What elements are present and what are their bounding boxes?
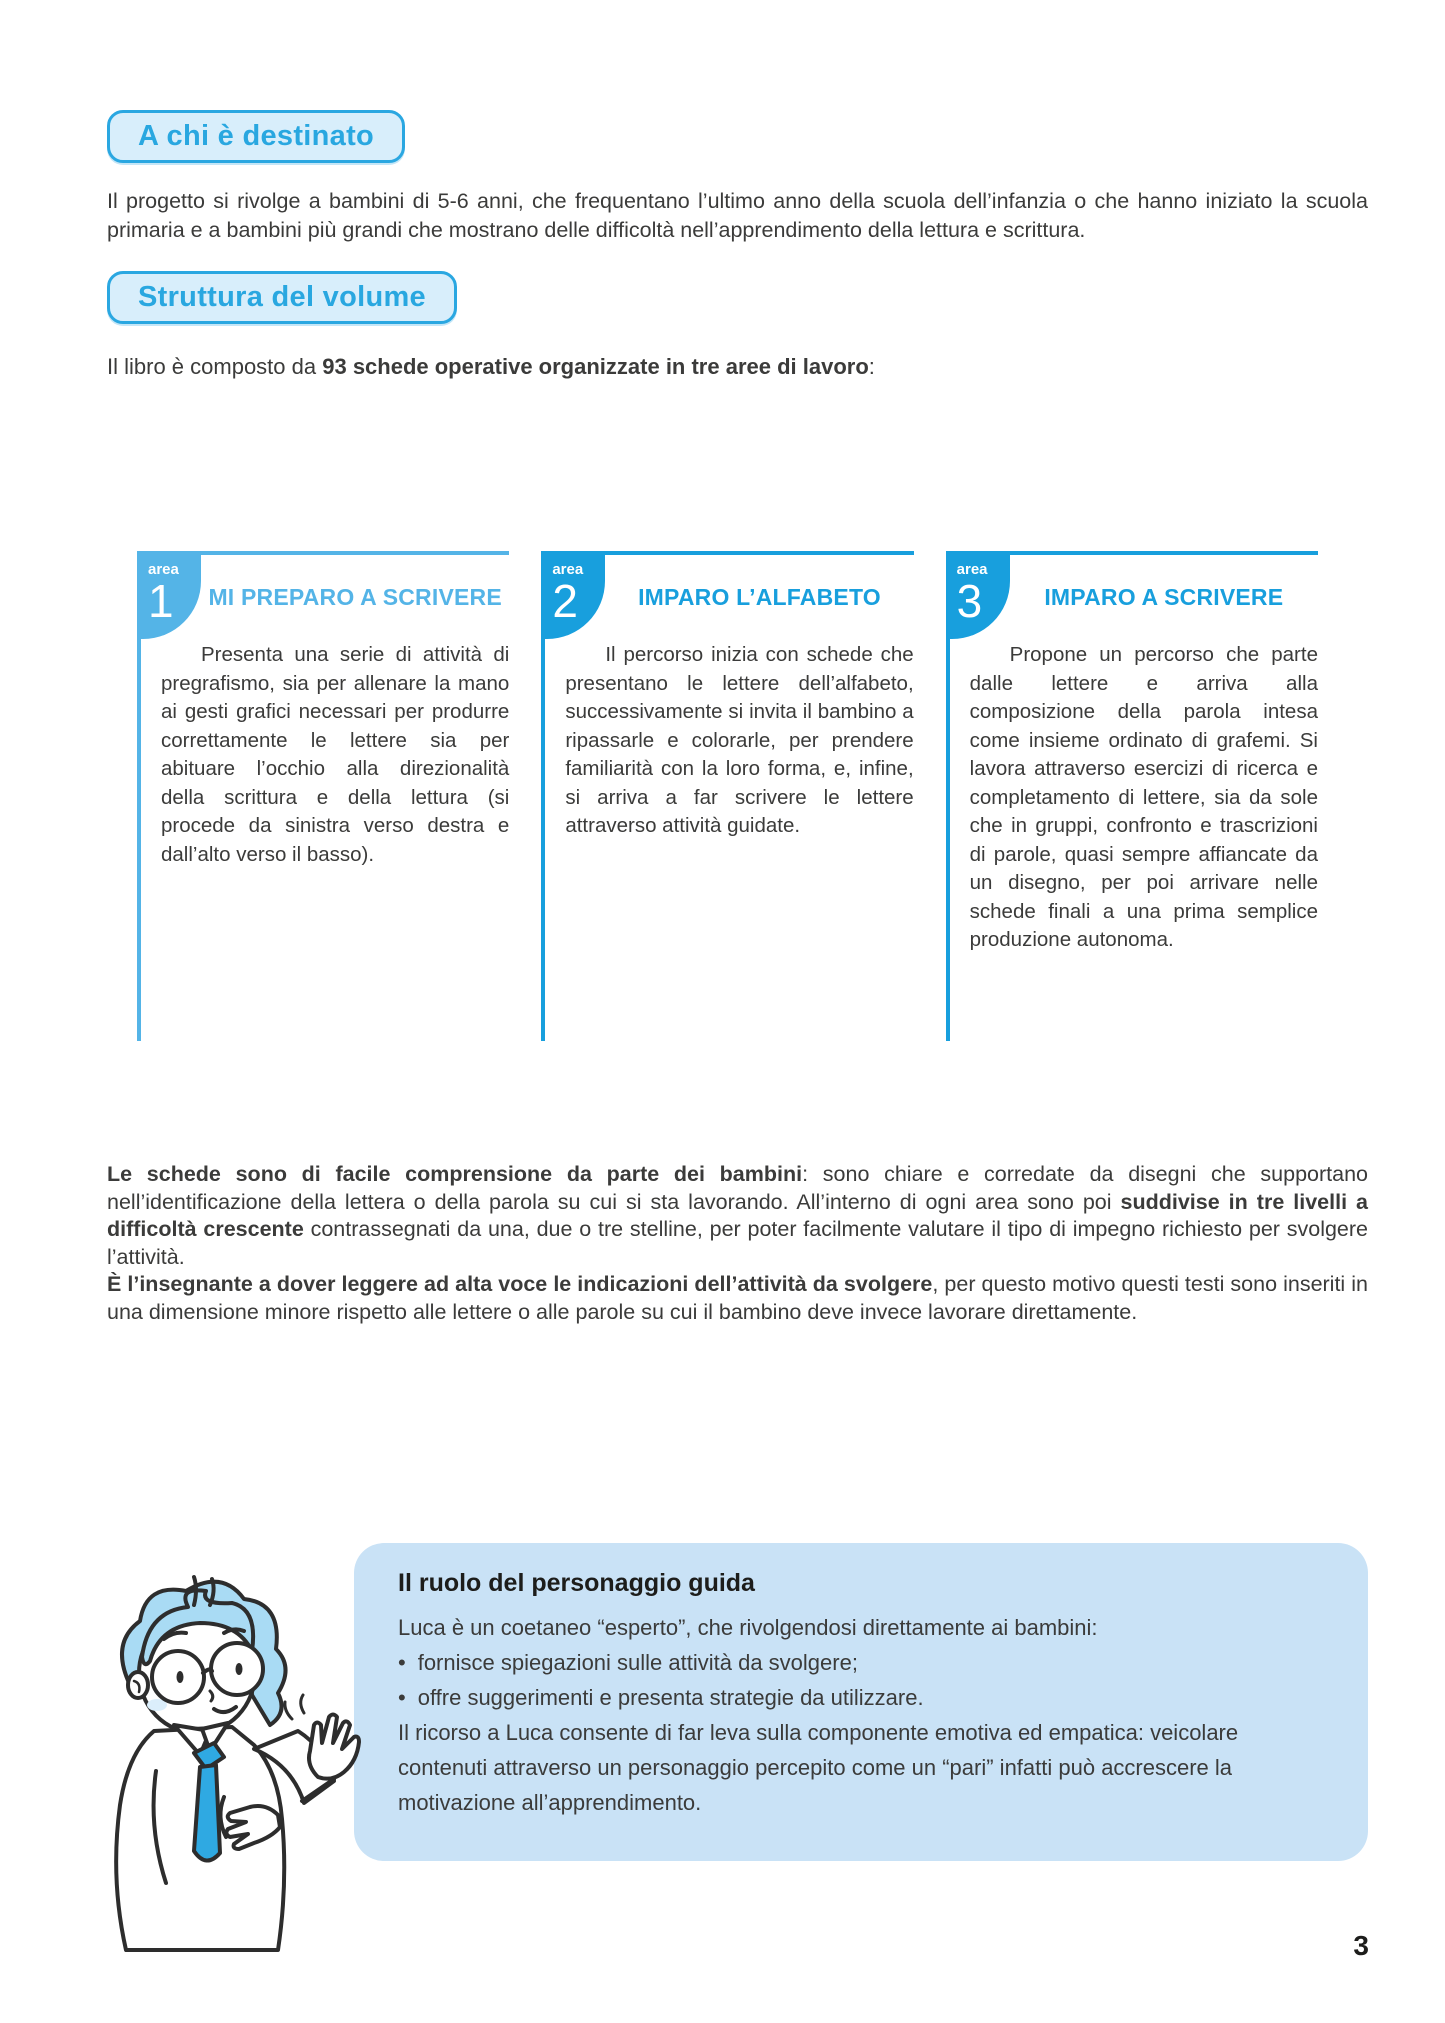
area-header bbox=[541, 555, 913, 639]
area-badge-label: area bbox=[956, 561, 988, 578]
notes-paragraph-2 bbox=[107, 1271, 1368, 1326]
notes-bold-run: È l’insegnante a dover leggere ad alta voce le indicazioni dell’attività da svolgere bbox=[107, 1272, 933, 1296]
areas-row bbox=[137, 551, 1318, 1043]
area-2-body: Il percorso inizia con schede che presentano le lettere dell’alfabeto, successivamente si invita il bambino a ripassarle e colorarle, per prendere familiarità con la loro forma, e, infine, si arriva a far scrivere le lettere attraverso attività guidate. bbox=[565, 643, 914, 837]
area-3-title: IMPARO A SCRIVERE bbox=[1044, 583, 1284, 610]
notes-section bbox=[107, 1161, 1368, 1326]
tie-blade bbox=[194, 1765, 220, 1861]
page-number: 3 bbox=[1353, 1930, 1369, 1961]
guide-bullet-item bbox=[398, 1680, 1322, 1715]
notes-bold-run: suddivise in tre livelli a difficoltà crescente bbox=[107, 1189, 1369, 1241]
bullet-dot: • bbox=[398, 1685, 406, 1710]
area-header bbox=[946, 555, 1318, 639]
section-title-text: Struttura del volume bbox=[138, 281, 426, 313]
section-title-struttura-del-volume bbox=[107, 271, 457, 324]
area-1-badge bbox=[137, 555, 201, 639]
area-badge-label: area bbox=[148, 561, 179, 578]
area-column-1 bbox=[137, 551, 509, 1047]
area-badge-number: 1 bbox=[148, 575, 174, 627]
area-badge-number: 3 bbox=[956, 575, 983, 627]
notes-text-run: : sono chiare e corredate da disegni che supportano nell’identificazione della lettera o della parola su cui si sta lavorando. All’interno di ogni area sono poi bbox=[107, 1162, 1368, 1214]
guide-outro: Il ricorso a Luca consente di far leva sulla componente emotiva ed empatica: veicolare contenuti attraverso un personaggio percepito come un “pari” infatti può accrescere la motivazione all’apprendimento. bbox=[398, 1720, 1239, 1815]
volume-intro-bold: 93 schede operative organizzate in tre aree di lavoro bbox=[322, 354, 869, 379]
volume-intro-line bbox=[107, 352, 1368, 381]
area-1-title: MI PREPARO A SCRIVERE bbox=[208, 583, 502, 610]
notes-text-run: , per questo motivo questi testi sono inseriti in una dimensione minore rispetto alle lettere o alle parole su cui il bambino deve invece lavorare direttamente. bbox=[107, 1272, 1368, 1324]
section-title-text: A chi è destinato bbox=[138, 120, 375, 152]
bullet-dot: • bbox=[398, 1650, 406, 1675]
area-column-2 bbox=[541, 551, 913, 1047]
area-1-body: Presenta una serie di attività di pregrafismo, sia per allenare la mano ai gesti grafici necessari per produrre correttamente le lettere sia per abituare l’occhio alla direzionalità della scrittura e della lettura (si procede da sinistra verso destra e dall’alto verso il basso). bbox=[161, 643, 510, 866]
area-2-title: IMPARO L’ALFABETO bbox=[638, 583, 881, 610]
area-2-badge bbox=[541, 555, 605, 639]
guide-intro: Luca è un coetaneo “esperto”, che rivolgendosi direttamente ai bambini: bbox=[398, 1615, 1098, 1640]
guide-box bbox=[354, 1543, 1368, 1861]
notes-bold-run: Le schede sono di facile comprensione da parte dei bambini bbox=[107, 1162, 803, 1186]
destinato-paragraph: Il progetto si rivolge a bambini di 5-6 anni, che frequentano l’ultimo anno della scuola dell’infanzia o che hanno iniziato la scuola primaria e a bambini più grandi che mostrano delle difficoltà nell’apprendimento della lettura e scrittura. bbox=[107, 189, 1368, 242]
guide-bullet-item bbox=[398, 1645, 1322, 1680]
area-3-badge bbox=[946, 555, 1010, 639]
notes-text-run: contrassegnati da una, due o tre stelline, per poter facilmente valutare il tipo di impegno richiesto per svolgere l’attività. bbox=[107, 1217, 1368, 1269]
volume-intro-prefix: Il libro è composto da bbox=[107, 354, 323, 379]
waving-hand bbox=[309, 1715, 359, 1779]
guide-box-title: Il ruolo del personaggio guida bbox=[398, 1569, 755, 1597]
area-header bbox=[137, 555, 509, 639]
section-title-a-chi-e-destinato bbox=[107, 110, 405, 163]
guide-bullet-text: offre suggerimenti e presenta strategie da utilizzare. bbox=[417, 1685, 924, 1710]
luca-character-illustration bbox=[82, 1565, 382, 1955]
area-column-3 bbox=[946, 551, 1318, 1047]
guide-bullet-text: fornisce spiegazioni sulle attività da svolgere; bbox=[417, 1650, 858, 1675]
notes-paragraph-1 bbox=[107, 1161, 1368, 1271]
area-badge-label: area bbox=[552, 561, 584, 578]
area-3-body: Propone un percorso che parte dalle lettere e arriva alla composizione della parola intesa come insieme ordinato di grafemi. Si lavora attraverso esercizi di ricerca e completamento di lettere, sia da sole che in gruppi, confronto e trascrizioni di parole, quasi sempre affiancate da un disegno, per poi arrivare nelle schede finali a una prima semplice produzione autonoma. bbox=[969, 643, 1318, 951]
area-badge-number: 2 bbox=[552, 575, 578, 627]
volume-intro-suffix: : bbox=[868, 354, 875, 379]
